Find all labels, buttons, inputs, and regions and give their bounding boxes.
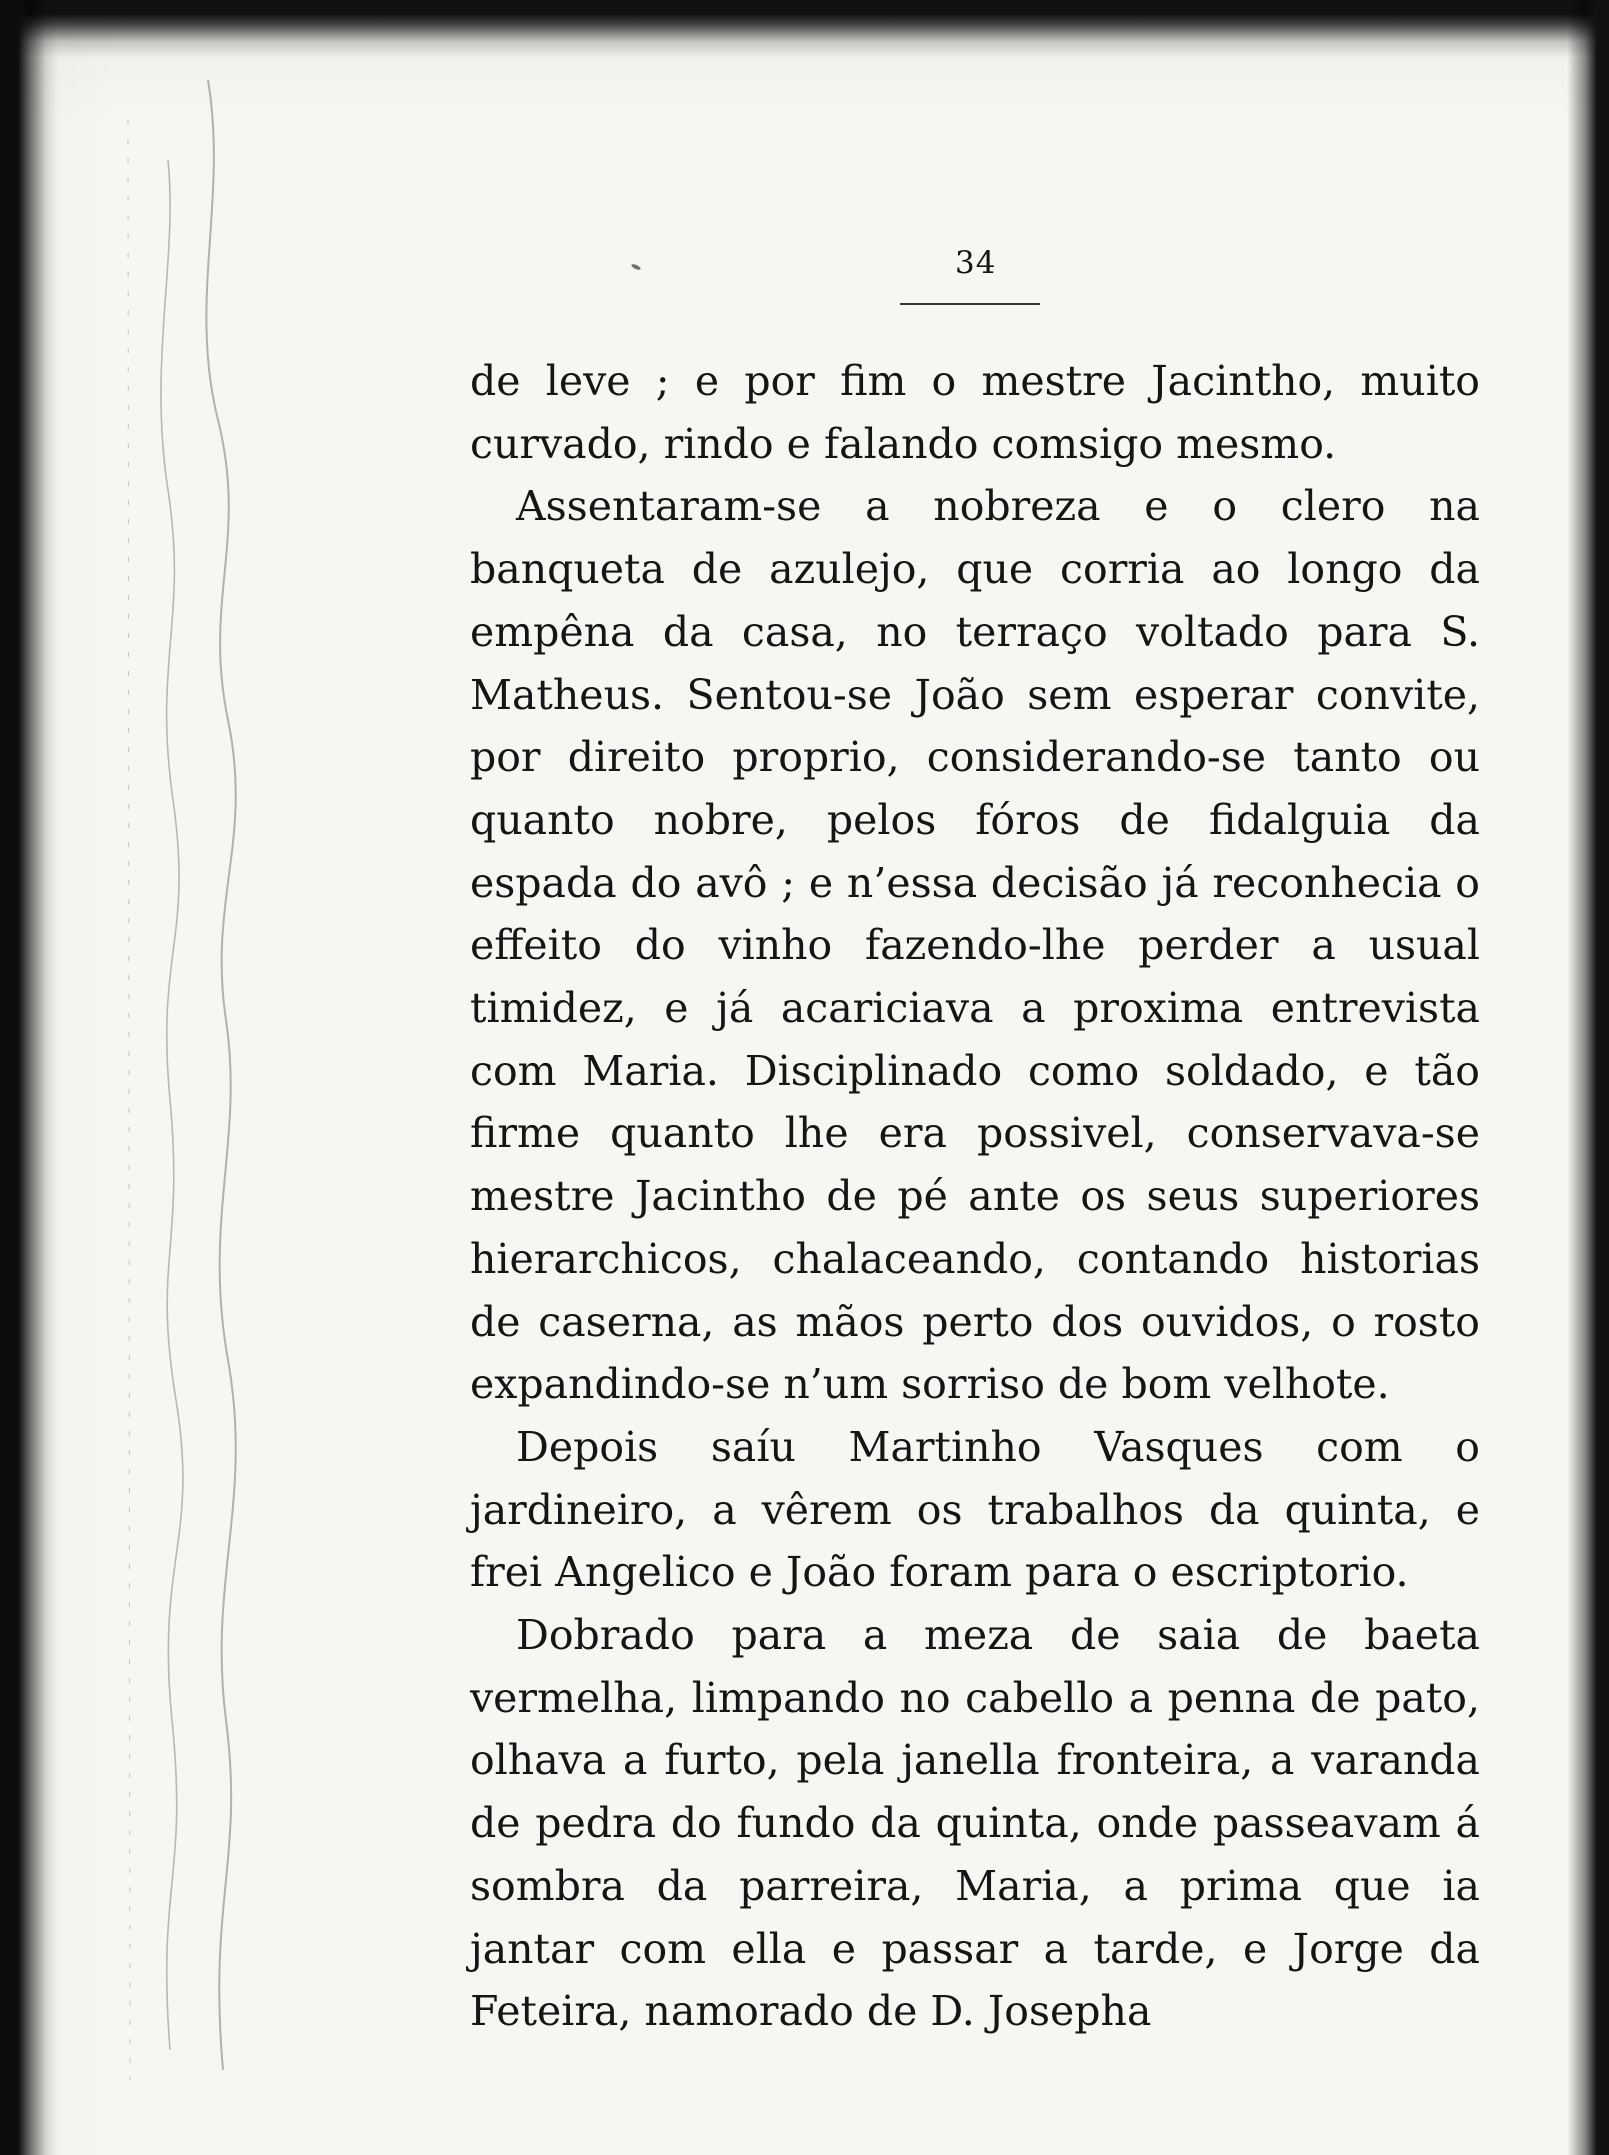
paragraph-3: Depois saíu Martinho Vasques com o jardineiro, a vêrem os trabalhos da quinta, e frei Angelico e João foram para o escriptorio. [470,1422,1480,1597]
page-number: 34 [955,245,997,281]
gutter-scan-marks [58,40,278,2100]
paragraph-1: de leve ; e por fim o mestre Jacintho, muito curvado, rindo e falando comsigo mesmo. [470,357,1480,468]
page-number-rule [900,303,1040,305]
ink-speck [631,263,642,271]
scan-right-edge-shadow [1567,0,1609,2155]
paragraph-4: Dobrado para a meza de saia de baeta vermelha, limpando no cabello a penna de pato, olhava a furto, pela janella fronteira, a varanda de pedra do fundo da quinta, onde passeavam á sombra da parreira, Maria, a prima que ia jantar com ella e passar a tarde, e Jorge da Feteira, namorado de D. Josepha [470,1611,1480,2036]
paragraph-2: Assentaram-se a nobreza e o clero na banqueta de azulejo, que corria ao longo da empêna da casa, no terraço voltado para S. Matheus. Sentou-se João sem esperar convite, por direito proprio, considerando-se tanto ou quanto nobre, pelos fóros de fidalguia da espada do avô ; e n’essa decisão já reconhecia o effeito do vinho fazendo-lhe perder a usual timidez, e já acariciava a proxima entrevista com Maria. Disciplinado como soldado, e tão firme quanto lhe era possivel, conservava-se mestre Jacintho de pé ante os seus superiores hierarchicos, chalaceando, contando historias de caserna, as mãos perto dos ouvidos, o rosto expandindo-se n’um sorriso de bom velhote. [470,482,1480,1409]
body-text [470,350,1480,2043]
scan-left-binding-shadow [0,0,58,2155]
